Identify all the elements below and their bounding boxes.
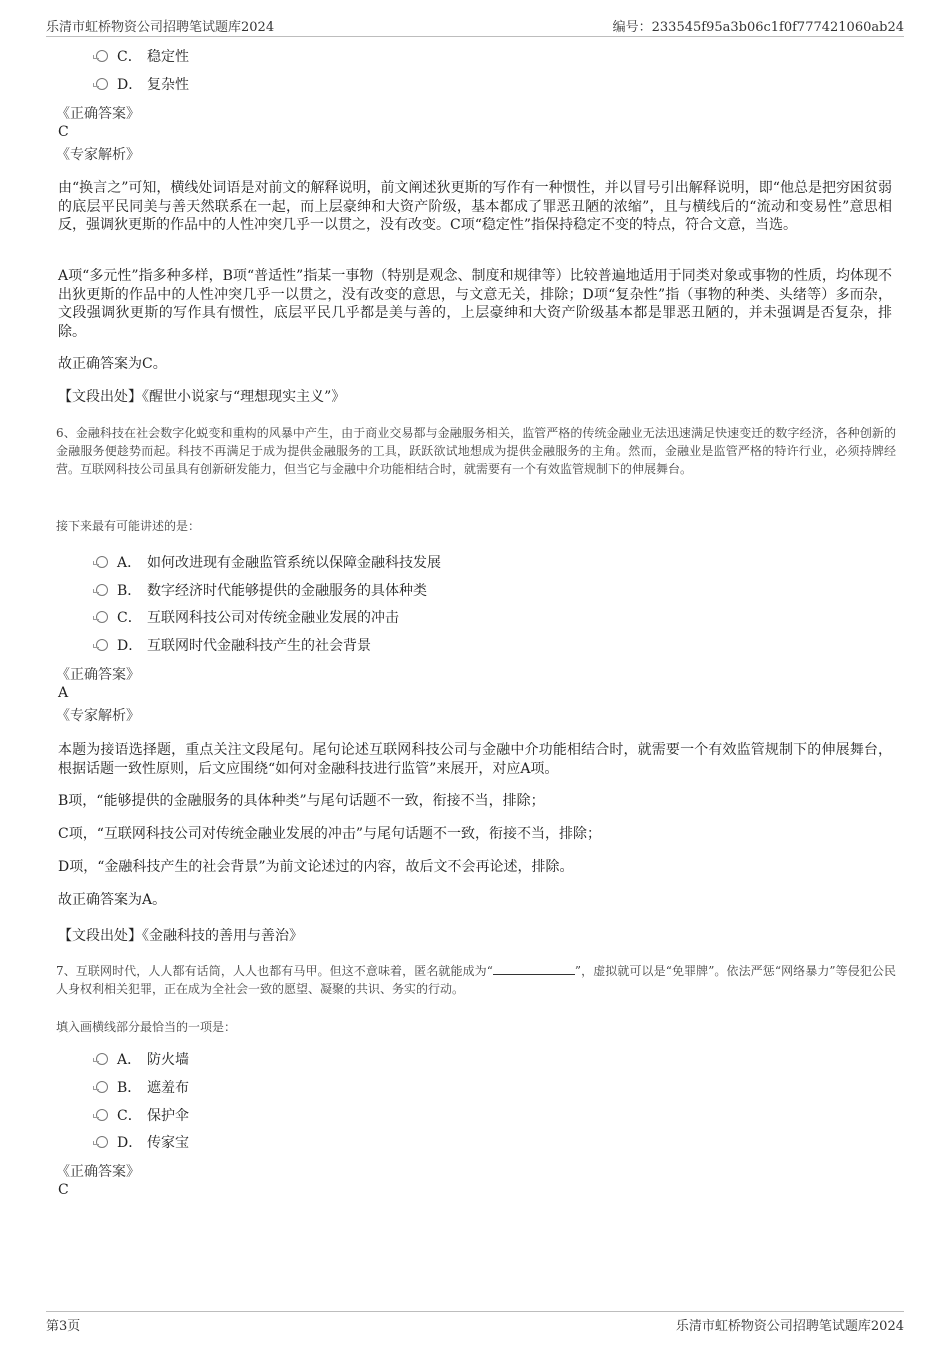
q5-analysis-p3: 故正确答案为C。 bbox=[58, 356, 167, 372]
radio-icon[interactable] bbox=[96, 1109, 108, 1121]
q7-answer-title: 《正确答案》 bbox=[56, 1164, 140, 1180]
q6-option-c[interactable]: C． 互联网科技公司对传统金融业发展的冲击 bbox=[96, 608, 399, 628]
q5-analysis-title: 《专家解析》 bbox=[56, 147, 140, 163]
fill-blank bbox=[493, 964, 575, 975]
radio-icon[interactable] bbox=[96, 1136, 108, 1148]
header-title: 乐清市虹桥物资公司招聘笔试题库2024 bbox=[46, 20, 275, 35]
q5-answer-title: 《正确答案》 bbox=[56, 106, 140, 122]
q5-option-c[interactable]: C． 稳定性 bbox=[96, 47, 189, 67]
q7-option-c[interactable]: C． 保护伞 bbox=[96, 1106, 189, 1126]
q6-analysis-p4: D项，“金融科技产生的社会背景”为前文论述过的内容，故后文不会再论述，排除。 bbox=[58, 859, 574, 875]
q7-stem: 7、互联网时代，人人都有话筒，人人也都有马甲。但这不意味着，匿名就能成为“ ”，虚拟就可以是“免罪牌”。依法严惩“网络暴力”等侵犯公民人身权利相关犯罪，正在成为全社会一致的愿望、凝聚的共识、务实的行动。 bbox=[56, 964, 896, 996]
q6-option-d[interactable]: D． 互联网时代金融科技产生的社会背景 bbox=[96, 636, 371, 656]
q5-option-d[interactable]: D． 复杂性 bbox=[96, 75, 189, 95]
radio-icon[interactable] bbox=[96, 556, 108, 568]
q6-answer: A bbox=[58, 685, 69, 701]
q6-analysis-p3: C项，“互联网科技公司对传统金融业发展的冲击”与尾句话题不一致，衔接不当，排除； bbox=[58, 826, 602, 842]
q6-analysis-p2: B项，“能够提供的金融服务的具体种类”与尾句话题不一致，衔接不当，排除； bbox=[58, 793, 545, 809]
q6-option-b[interactable]: B． 数字经济时代能够提供的金融服务的具体种类 bbox=[96, 581, 427, 601]
q7-option-a[interactable]: A． 防火墙 bbox=[96, 1050, 189, 1070]
q7-option-d[interactable]: D． 传家宝 bbox=[96, 1133, 189, 1153]
page-number: 第3页 bbox=[46, 1319, 81, 1334]
q6-stem: 6、金融科技在社会数字化蜕变和重构的风暴中产生，由于商业交易都与金融服务相关，监管严格的传统金融业无法迅速满足快速变迁的数字经济，各种创新的金融服务便趁势而起。科技不再满足于成为提供金融服务的工具，跃跃欲试地想成为提供金融服务的主角。然而，金融业是监管严格的特许行业，必须持牌经营。互联网科技公司虽具有创新研发能力，但当它与金融中介功能相结合时，就需要有一个有效监管规制下的伸展舞台。 bbox=[56, 426, 896, 476]
q7-option-b[interactable]: B． 遮羞布 bbox=[96, 1078, 189, 1098]
q5-source: 【文段出处】《醒世小说家与“理想现实主义”》 bbox=[58, 389, 346, 405]
document-id: 编号：233545f95a3b06c1f0f777421060ab24 bbox=[612, 20, 904, 35]
radio-icon[interactable] bbox=[96, 1053, 108, 1065]
q6-answer-title: 《正确答案》 bbox=[56, 667, 140, 683]
q5-answer: C bbox=[58, 124, 69, 140]
q6-prompt: 接下来最有可能讲述的是： bbox=[56, 519, 201, 533]
radio-icon[interactable] bbox=[96, 78, 108, 90]
q7-prompt: 填入画横线部分最恰当的一项是： bbox=[56, 1020, 237, 1034]
radio-icon[interactable] bbox=[96, 611, 108, 623]
q6-analysis-p1: 本题为接语选择题，重点关注文段尾句。尾句论述互联网科技公司与金融中介功能相结合时，就需要一个有效监管规制下的伸展舞台，根据话题一致性原则，后文应围绕“如何对金融科技进行监管”来展开，对应A项。 bbox=[58, 742, 892, 777]
page-header bbox=[46, 14, 904, 37]
q6-source: 【文段出处】《金融科技的善用与善治》 bbox=[58, 928, 303, 944]
radio-icon[interactable] bbox=[96, 584, 108, 596]
q5-analysis-p2: A项“多元性”指多种多样，B项“普适性”指某一事物（特别是观念、制度和规律等）比较普遍地适用于同类对象或事物的性质，均体现不出狄更斯的作品中的人性冲突几乎一以贯之，没有改变的意思，与文意无关，排除；D项“复杂性”指（事物的种类、头绪等）多而杂，文段强调狄更斯的写作具有惯性，底层平民几乎都是美与善的，上层豪绅和大资产阶级基本都是罪恶丑陋的，并未强调是否复杂，排除。 bbox=[58, 268, 892, 340]
q5-analysis-p1: 由“换言之”可知，横线处词语是对前文的解释说明，前文阐述狄更斯的写作有一种惯性，并以冒号引出解释说明，即“他总是把穷困贫弱的底层平民同美与善天然联系在一起，而上层豪绅和大资产阶级，基本都成了罪恶丑陋的浓缩”，且与横线后的“流动和变易性”意思相反，强调狄更斯的作品中的人性冲突几乎一以贯之，没有改变。C项“稳定性”指保持稳定不变的特点，符合文意，当选。 bbox=[58, 180, 892, 233]
q6-analysis-p5: 故正确答案为A。 bbox=[58, 892, 167, 908]
q6-analysis-title: 《专家解析》 bbox=[56, 708, 140, 724]
q6-option-a[interactable]: A． 如何改进现有金融监管系统以保障金融科技发展 bbox=[96, 553, 441, 573]
footer-title: 乐清市虹桥物资公司招聘笔试题库2024 bbox=[675, 1319, 904, 1334]
q7-answer: C bbox=[58, 1182, 69, 1198]
radio-icon[interactable] bbox=[96, 639, 108, 651]
radio-icon[interactable] bbox=[96, 50, 108, 62]
radio-icon[interactable] bbox=[96, 1081, 108, 1093]
page-footer bbox=[46, 1311, 904, 1336]
